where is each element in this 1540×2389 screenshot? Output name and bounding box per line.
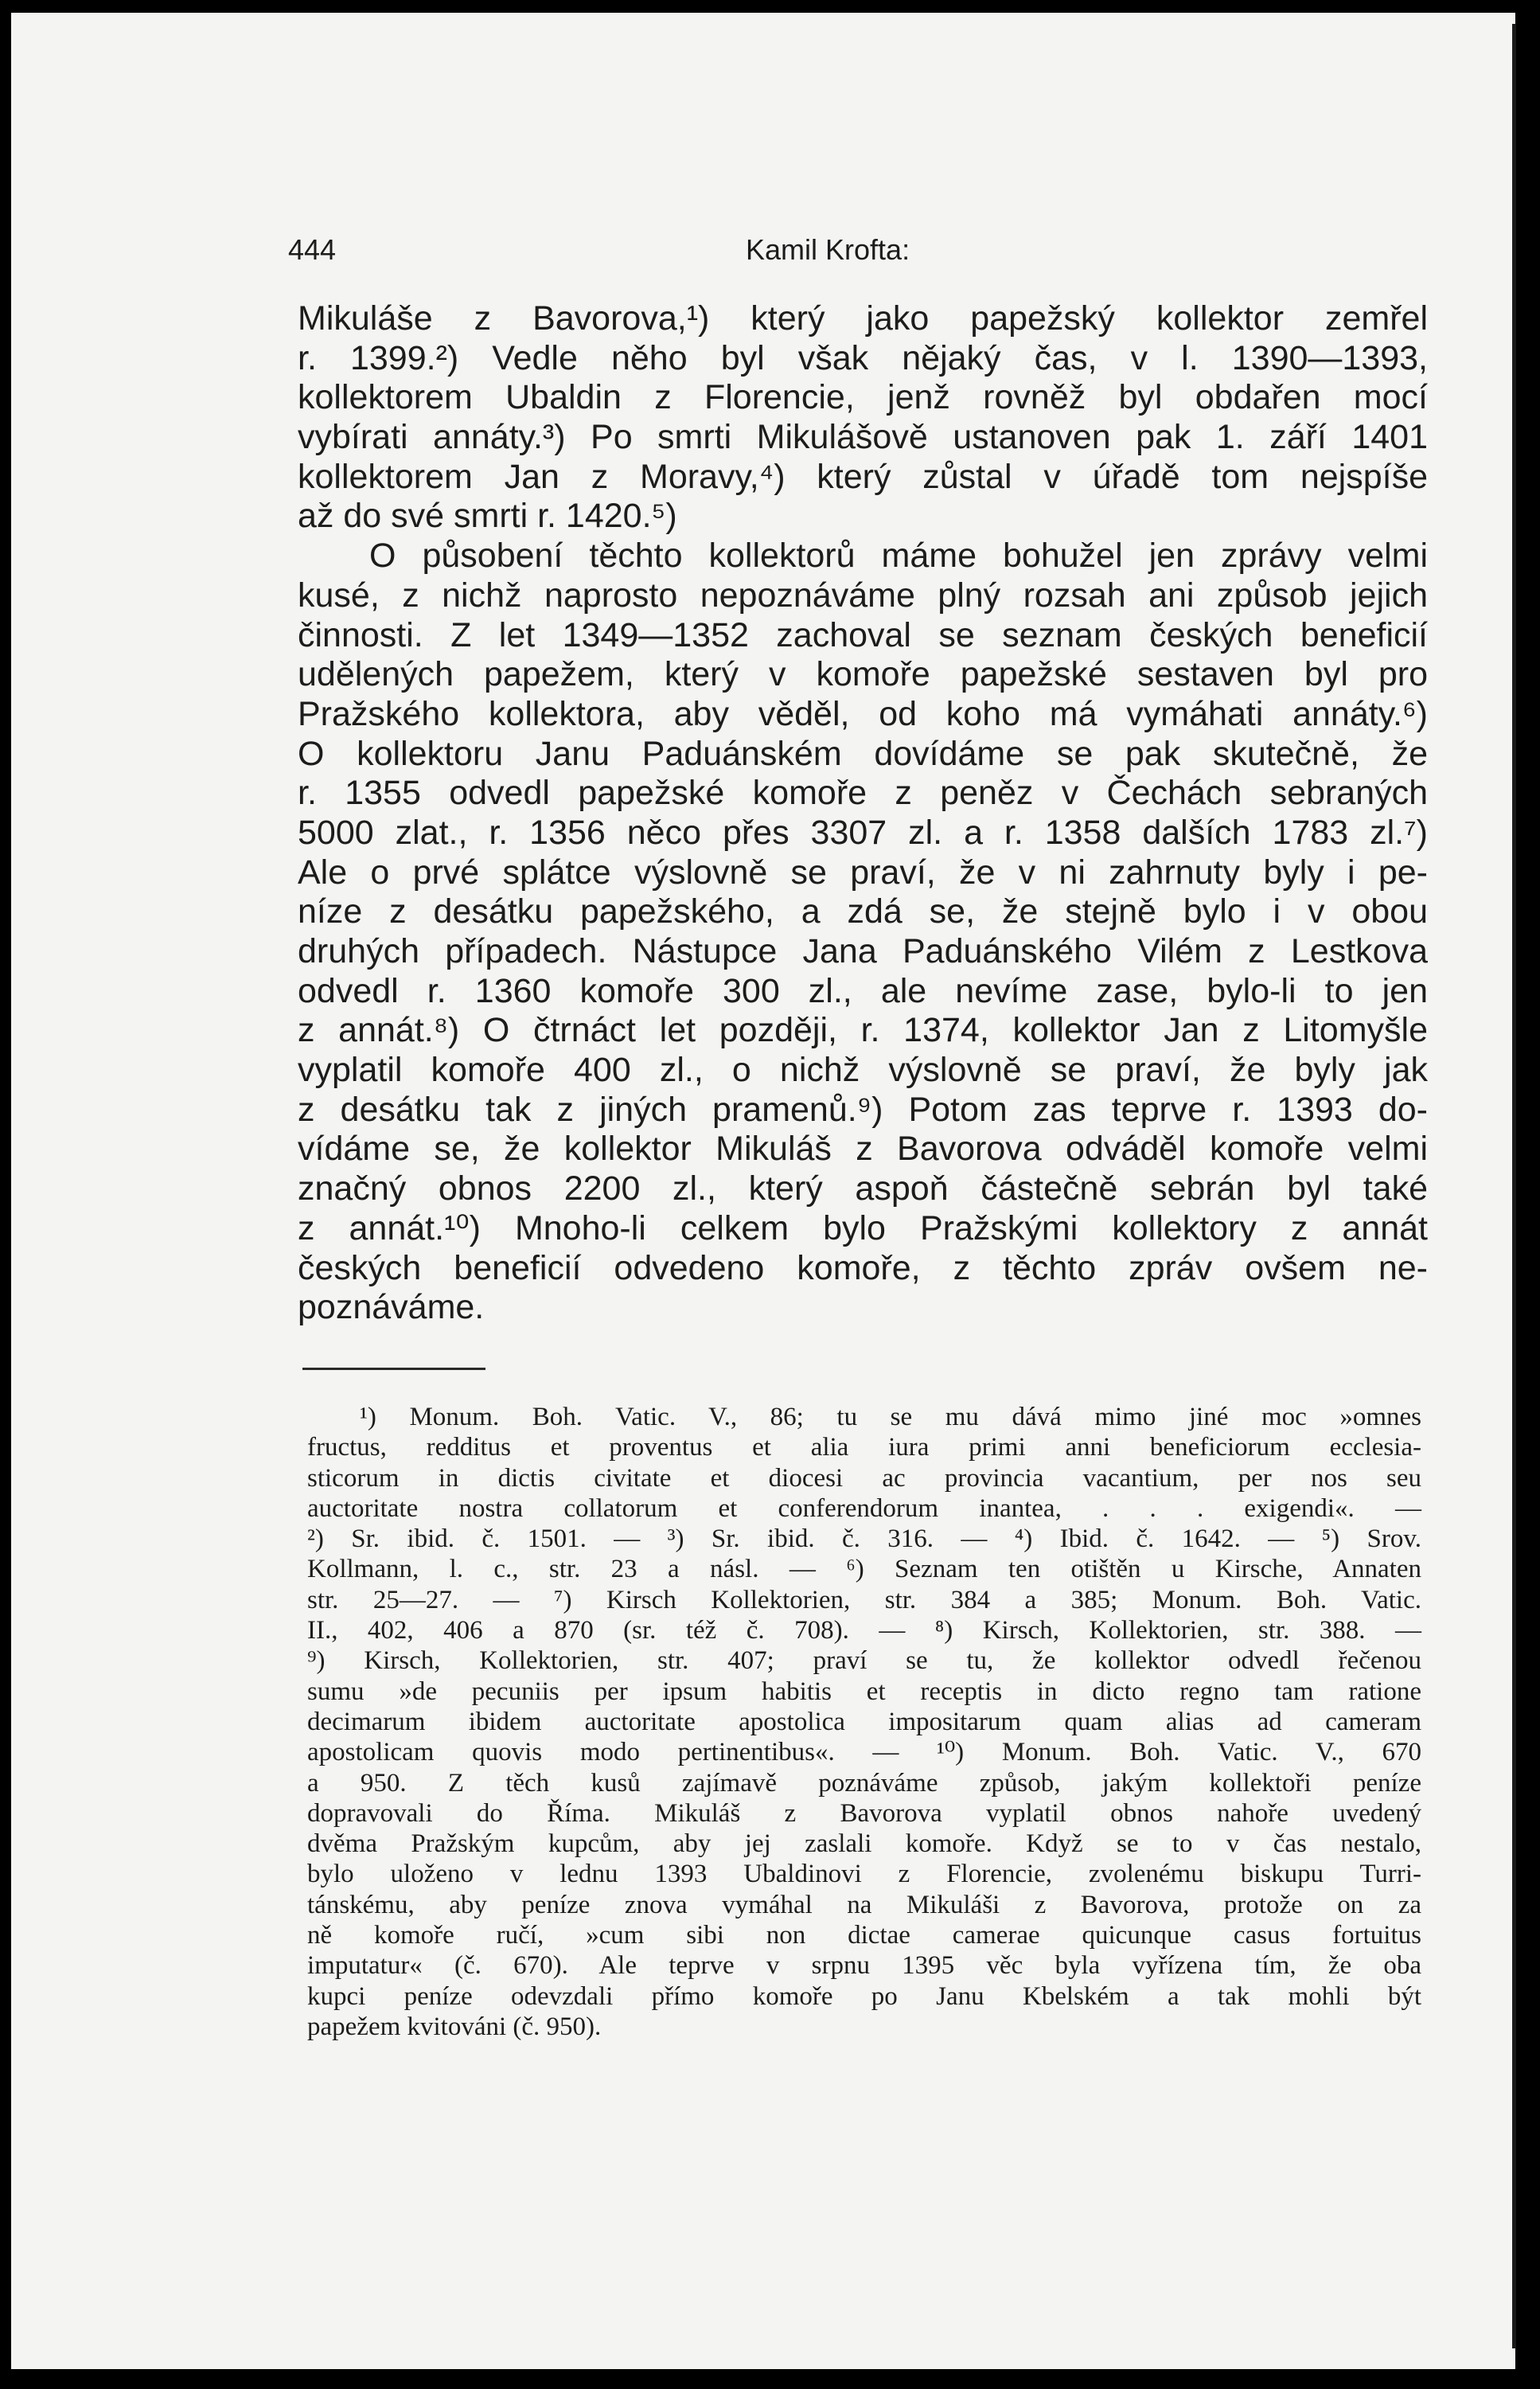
body-line: Pražského kollektora, aby věděl, od koho má vymáhati annáty.⁶)	[298, 694, 1428, 733]
footnote-line: imputatur« (č. 670). Ale teprve v srpnu 1395 věc byla vyřízena tím, že oba	[307, 1951, 1421, 1981]
footnote-line: sumu »de pecuniis per ipsum habitis et receptis in dicto regno tam ratione	[307, 1677, 1421, 1706]
running-title: Kamil Krofta:	[746, 233, 910, 266]
body-line: značný obnos 2200 zl., který aspoň částečně sebrán byl také	[298, 1169, 1428, 1208]
footnote-line: tánskému, aby peníze znova vymáhal na Mikuláši z Bavorova, protože on za	[307, 1890, 1421, 1919]
body-line: činnosti. Z let 1349—1352 zachoval se seznam českých beneficií	[298, 615, 1428, 654]
body-line: 5000 zlat., r. 1356 něco přes 3307 zl. a r. 1358 dalších 1783 zl.⁷)	[298, 813, 1428, 852]
body-line: Ale o prvé splátce výslovně se praví, že v ni zahrnuty byly i pe-	[298, 853, 1428, 892]
running-head	[288, 233, 1466, 273]
body-line: Mikuláše z Bavorova,¹) který jako papežský kollektor zemřel	[298, 299, 1428, 338]
footnote-line: papežem kvitováni (č. 950).	[307, 2012, 602, 2041]
body-line: až do své smrti r. 1420.⁵)	[298, 497, 677, 536]
body-line: níze z desátku papežského, a zdá se, že stejně bylo i v obou	[298, 892, 1428, 931]
footnote-line: II., 402, 406 a 870 (sr. též č. 708). — ⁸) Kirsch, Kollektorien, str. 388. —	[307, 1616, 1421, 1645]
body-line: vybírati annáty.³) Po smrti Mikulášově ustanoven pak 1. září 1401	[298, 418, 1428, 457]
footnote-line: ²) Sr. ibid. č. 1501. — ³) Sr. ibid. č. 316. — ⁴) Ibid. č. 1642. — ⁵) Srov.	[307, 1524, 1421, 1554]
body-line: českých beneficií odvedeno komoře, z těchto zpráv ovšem ne-	[298, 1248, 1428, 1287]
footnote-line: apostolicam quovis modo pertinentibus«. — ¹⁰) Monum. Boh. Vatic. V., 670	[307, 1738, 1421, 1767]
footnotes	[307, 1402, 1421, 2042]
footnote-line: dvěma Pražským kupcům, aby jej zaslali komoře. Když se to v čas nestalo,	[307, 1829, 1421, 1859]
footnote-line: kupci peníze odevzdali přímo komoře po Janu Kbelském a tak mohli být	[307, 1981, 1421, 2011]
footnote-line: sticorum in dictis civitate et diocesi ac provincia vacantium, per nos seu	[307, 1463, 1421, 1493]
footnote-line: decimarum ibidem auctoritate apostolica impositarum quam alias ad cameram	[307, 1707, 1421, 1736]
footnote-line: auctoritate nostra collatorum et conferendorum inantea, . . . exigendi«. —	[307, 1493, 1421, 1523]
page-edge-shadow	[1512, 24, 1516, 2348]
body-line: poznáváme.	[298, 1288, 485, 1327]
footnote-line: dopravovali do Říma. Mikuláš z Bavorova vyplatil obnos nahoře uvedený	[307, 1798, 1421, 1828]
body-line: vídáme se, že kollektor Mikuláš z Bavorova odváděl komoře velmi	[298, 1130, 1428, 1169]
body-line: odvedl r. 1360 komoře 300 zl., ale nevíme zase, bylo-li to jen	[298, 971, 1428, 1010]
body-line: kollektorem Jan z Moravy,⁴) který zůstal v úřadě tom nejspíše	[298, 457, 1428, 496]
footnote-line: Kollmann, l. c., str. 23 a násl. — ⁶) Seznam ten otištěn u Kirsche, Annaten	[307, 1555, 1421, 1584]
footnote-line: bylo uloženo v lednu 1393 Ubaldinovi z Florencie, zvolenému biskupu Turri-	[307, 1860, 1421, 1889]
footnote-line: ¹) Monum. Boh. Vatic. V., 86; tu se mu dává mimo jiné moc »omnes	[360, 1403, 1421, 1431]
body-line: z desátku tak z jiných pramenů.⁹) Potom zas teprve r. 1393 do-	[298, 1090, 1428, 1129]
book-page	[11, 13, 1515, 2369]
body-line: z annát.⁸) O čtrnáct let později, r. 1374, kollektor Jan z Litomyšle	[298, 1011, 1428, 1050]
body-line: vyplatil komoře 400 zl., o nichž výslovně se praví, že byly jak	[298, 1051, 1428, 1090]
body-line: udělených papežem, který v komoře papežské sestaven byl pro	[298, 655, 1428, 694]
body-line: r. 1399.²) Vedle něho byl však nějaký čas, v l. 1390—1393,	[298, 338, 1428, 377]
footnote-line: fructus, redditus et proventus et alia iura primi anni beneficiorum ecclesia-	[307, 1433, 1421, 1462]
footnote-line: str. 25—27. — ⁷) Kirsch Kollektorien, str. 384 a 385; Monum. Boh. Vatic.	[307, 1585, 1421, 1614]
body-line: z annát.¹⁰) Mnoho-li celkem bylo Pražskými kollektory z annát	[298, 1208, 1428, 1247]
body-text	[298, 299, 1428, 1328]
page-number: 444	[288, 233, 337, 266]
body-line: druhých případech. Nástupce Jana Paduánského Vilém z Lestkova	[298, 932, 1428, 970]
footnote-line: ně komoře ručí, »cum sibi non dictae camerae quicunque casus fortuitus	[307, 1921, 1421, 1950]
footnote-rule	[302, 1368, 485, 1370]
body-line: kusé, z nichž naprosto nepoznáváme plný rozsah ani způsob jejich	[298, 576, 1428, 615]
body-line: O působení těchto kollektorů máme bohužel jen zprávy velmi	[369, 537, 1428, 576]
body-line: kollektorem Ubaldin z Florencie, jenž rovněž byl obdařen mocí	[298, 378, 1428, 417]
body-line: r. 1355 odvedl papežské komoře z peněz v Čechách sebraných	[298, 774, 1428, 813]
body-line: O kollektoru Janu Paduánském dovídáme se pak skutečně, že	[298, 734, 1428, 773]
footnote-line: a 950. Z těch kusů zajímavě poznáváme způsob, jakým kollektoři peníze	[307, 1768, 1421, 1798]
footnote-line: ⁹) Kirsch, Kollektorien, str. 407; praví se tu, že kollektor odvedl řečenou	[307, 1646, 1421, 1676]
